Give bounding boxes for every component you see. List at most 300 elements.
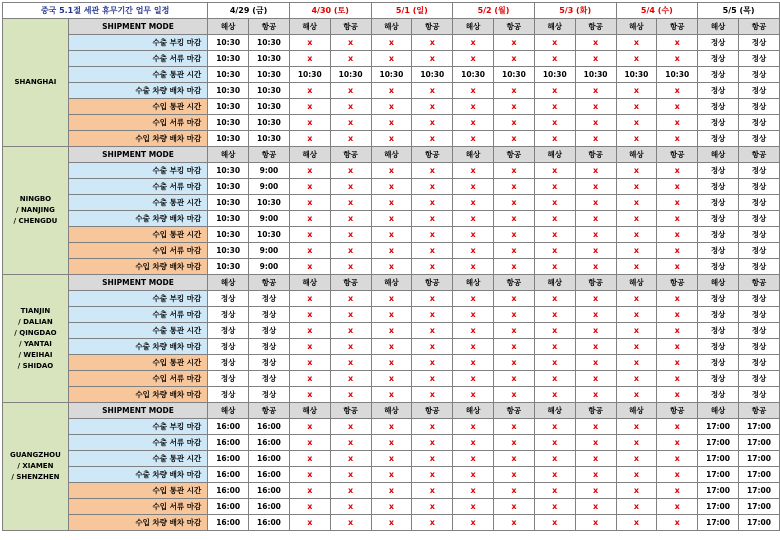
closed-mark: x bbox=[494, 435, 535, 451]
closed-mark: x bbox=[616, 371, 657, 387]
closed-mark: x bbox=[657, 35, 698, 51]
closed-mark: x bbox=[657, 291, 698, 307]
schedule-value: 17:00 bbox=[738, 435, 779, 451]
schedule-value: 정상 bbox=[738, 243, 779, 259]
schedule-value: 정상 bbox=[698, 211, 739, 227]
mode-air: 항공 bbox=[494, 275, 535, 291]
closed-mark: x bbox=[494, 483, 535, 499]
closed-mark: x bbox=[534, 179, 575, 195]
schedule-value: 정상 bbox=[698, 67, 739, 83]
closed-mark: x bbox=[616, 179, 657, 195]
closed-mark: x bbox=[534, 35, 575, 51]
closed-mark: x bbox=[453, 259, 494, 275]
date-header: 4/29 (금) bbox=[208, 3, 290, 19]
row-label: 수입 차량 배차 마감 bbox=[68, 515, 207, 531]
closed-mark: x bbox=[330, 131, 371, 147]
closed-mark: x bbox=[412, 435, 453, 451]
closed-mark: x bbox=[330, 323, 371, 339]
closed-mark: x bbox=[575, 51, 616, 67]
row-label: 수출 통관 시간 bbox=[68, 67, 207, 83]
closed-mark: x bbox=[453, 323, 494, 339]
closed-mark: x bbox=[575, 435, 616, 451]
closed-mark: x bbox=[371, 467, 412, 483]
closed-mark: x bbox=[289, 371, 330, 387]
closed-mark: x bbox=[330, 211, 371, 227]
schedule-value: 정상 bbox=[698, 355, 739, 371]
closed-mark: x bbox=[616, 499, 657, 515]
mode-sea: 해상 bbox=[698, 147, 739, 163]
row-label: 수출 통관 시간 bbox=[68, 323, 207, 339]
row-label: 수입 통관 시간 bbox=[68, 99, 207, 115]
mode-sea: 해상 bbox=[208, 19, 249, 35]
schedule-value: 정상 bbox=[249, 387, 290, 403]
closed-mark: x bbox=[575, 83, 616, 99]
schedule-value: 정상 bbox=[698, 387, 739, 403]
closed-mark: x bbox=[412, 371, 453, 387]
closed-mark: x bbox=[657, 211, 698, 227]
schedule-value: 17:00 bbox=[698, 451, 739, 467]
closed-mark: x bbox=[371, 291, 412, 307]
closed-mark: x bbox=[289, 483, 330, 499]
row-label: 수출 서류 마감 bbox=[68, 307, 207, 323]
row-label: 수입 서류 마감 bbox=[68, 499, 207, 515]
closed-mark: x bbox=[330, 179, 371, 195]
closed-mark: x bbox=[371, 83, 412, 99]
schedule-value: 10:30 bbox=[371, 67, 412, 83]
schedule-value: 정상 bbox=[208, 291, 249, 307]
closed-mark: x bbox=[330, 115, 371, 131]
mode-air: 항공 bbox=[412, 147, 453, 163]
schedule-value: 정상 bbox=[738, 195, 779, 211]
mode-air: 항공 bbox=[249, 19, 290, 35]
schedule-value: 정상 bbox=[698, 35, 739, 51]
schedule-value: 16:00 bbox=[249, 483, 290, 499]
table-row bbox=[3, 35, 780, 51]
closed-mark: x bbox=[494, 99, 535, 115]
shipment-mode-label: SHIPMENT MODE bbox=[68, 403, 207, 419]
closed-mark: x bbox=[289, 515, 330, 531]
closed-mark: x bbox=[453, 499, 494, 515]
row-label: 수출 통관 시간 bbox=[68, 195, 207, 211]
row-label: 수입 차량 배차 마감 bbox=[68, 259, 207, 275]
schedule-value: 10:30 bbox=[249, 195, 290, 211]
schedule-value: 10:30 bbox=[249, 35, 290, 51]
closed-mark: x bbox=[616, 291, 657, 307]
closed-mark: x bbox=[330, 387, 371, 403]
closed-mark: x bbox=[657, 51, 698, 67]
table-row bbox=[3, 291, 780, 307]
closed-mark: x bbox=[412, 291, 453, 307]
closed-mark: x bbox=[616, 467, 657, 483]
schedule-value: 10:30 bbox=[249, 67, 290, 83]
closed-mark: x bbox=[371, 419, 412, 435]
closed-mark: x bbox=[412, 307, 453, 323]
mode-air: 항공 bbox=[249, 403, 290, 419]
closed-mark: x bbox=[289, 339, 330, 355]
closed-mark: x bbox=[575, 179, 616, 195]
mode-air: 항공 bbox=[575, 19, 616, 35]
closed-mark: x bbox=[534, 323, 575, 339]
closed-mark: x bbox=[534, 515, 575, 531]
closed-mark: x bbox=[289, 419, 330, 435]
schedule-value: 정상 bbox=[698, 115, 739, 131]
schedule-value: 정상 bbox=[738, 323, 779, 339]
closed-mark: x bbox=[494, 131, 535, 147]
table-row bbox=[3, 499, 780, 515]
closed-mark: x bbox=[330, 163, 371, 179]
closed-mark: x bbox=[453, 131, 494, 147]
shipment-mode-label: SHIPMENT MODE bbox=[68, 147, 207, 163]
table-row bbox=[3, 515, 780, 531]
mode-sea: 해상 bbox=[208, 403, 249, 419]
schedule-value: 10:30 bbox=[249, 51, 290, 67]
closed-mark: x bbox=[289, 467, 330, 483]
schedule-value: 정상 bbox=[698, 51, 739, 67]
closed-mark: x bbox=[534, 499, 575, 515]
schedule-value: 10:30 bbox=[208, 259, 249, 275]
schedule-value: 10:30 bbox=[249, 131, 290, 147]
closed-mark: x bbox=[534, 419, 575, 435]
schedule-value: 9:00 bbox=[249, 163, 290, 179]
closed-mark: x bbox=[494, 163, 535, 179]
schedule-value: 정상 bbox=[249, 291, 290, 307]
schedule-value: 17:00 bbox=[698, 435, 739, 451]
schedule-value: 정상 bbox=[698, 131, 739, 147]
closed-mark: x bbox=[657, 131, 698, 147]
shipment-mode-row bbox=[3, 403, 780, 419]
schedule-value: 16:00 bbox=[208, 515, 249, 531]
closed-mark: x bbox=[412, 467, 453, 483]
schedule-value: 정상 bbox=[208, 307, 249, 323]
closed-mark: x bbox=[616, 35, 657, 51]
closed-mark: x bbox=[494, 227, 535, 243]
closed-mark: x bbox=[453, 179, 494, 195]
table-row bbox=[3, 483, 780, 499]
closed-mark: x bbox=[453, 35, 494, 51]
closed-mark: x bbox=[453, 339, 494, 355]
city-name-line: / XIAMEN bbox=[17, 462, 54, 470]
schedule-value: 16:00 bbox=[208, 419, 249, 435]
schedule-value: 정상 bbox=[738, 371, 779, 387]
closed-mark: x bbox=[657, 243, 698, 259]
shipment-mode-row bbox=[3, 147, 780, 163]
schedule-value: 10:30 bbox=[249, 83, 290, 99]
closed-mark: x bbox=[371, 355, 412, 371]
closed-mark: x bbox=[371, 387, 412, 403]
schedule-value: 17:00 bbox=[698, 419, 739, 435]
schedule-value: 17:00 bbox=[738, 467, 779, 483]
shipment-mode-label: SHIPMENT MODE bbox=[68, 19, 207, 35]
schedule-value: 정상 bbox=[208, 371, 249, 387]
closed-mark: x bbox=[575, 499, 616, 515]
mode-sea: 해상 bbox=[534, 19, 575, 35]
closed-mark: x bbox=[534, 211, 575, 227]
mode-sea: 해상 bbox=[371, 19, 412, 35]
closed-mark: x bbox=[453, 419, 494, 435]
closed-mark: x bbox=[289, 83, 330, 99]
schedule-value: 9:00 bbox=[249, 259, 290, 275]
mode-sea: 해상 bbox=[534, 403, 575, 419]
mode-air: 항공 bbox=[738, 275, 779, 291]
closed-mark: x bbox=[494, 451, 535, 467]
closed-mark: x bbox=[330, 35, 371, 51]
city-name-line: SHANGHAI bbox=[14, 78, 57, 86]
closed-mark: x bbox=[453, 483, 494, 499]
closed-mark: x bbox=[534, 99, 575, 115]
closed-mark: x bbox=[616, 259, 657, 275]
schedule-value: 정상 bbox=[738, 291, 779, 307]
closed-mark: x bbox=[371, 307, 412, 323]
closed-mark: x bbox=[657, 195, 698, 211]
closed-mark: x bbox=[330, 499, 371, 515]
closed-mark: x bbox=[330, 419, 371, 435]
closed-mark: x bbox=[330, 451, 371, 467]
mode-air: 항공 bbox=[330, 147, 371, 163]
closed-mark: x bbox=[289, 291, 330, 307]
city-name-line: / NANJING bbox=[15, 206, 55, 214]
schedule-value: 17:00 bbox=[738, 451, 779, 467]
closed-mark: x bbox=[412, 499, 453, 515]
closed-mark: x bbox=[453, 307, 494, 323]
closed-mark: x bbox=[453, 227, 494, 243]
schedule-value: 정상 bbox=[208, 387, 249, 403]
closed-mark: x bbox=[534, 307, 575, 323]
mode-sea: 해상 bbox=[208, 147, 249, 163]
closed-mark: x bbox=[371, 451, 412, 467]
date-header: 5/5 (목) bbox=[698, 3, 780, 19]
schedule-value: 10:30 bbox=[412, 67, 453, 83]
schedule-value: 정상 bbox=[738, 179, 779, 195]
schedule-value: 10:30 bbox=[249, 115, 290, 131]
closed-mark: x bbox=[575, 115, 616, 131]
mode-air: 항공 bbox=[738, 147, 779, 163]
schedule-value: 정상 bbox=[698, 371, 739, 387]
schedule-value: 정상 bbox=[738, 227, 779, 243]
closed-mark: x bbox=[453, 51, 494, 67]
closed-mark: x bbox=[453, 83, 494, 99]
closed-mark: x bbox=[494, 371, 535, 387]
closed-mark: x bbox=[330, 51, 371, 67]
closed-mark: x bbox=[575, 35, 616, 51]
closed-mark: x bbox=[289, 99, 330, 115]
row-label: 수출 서류 마감 bbox=[68, 435, 207, 451]
table-row bbox=[3, 467, 780, 483]
schedule-value: 16:00 bbox=[249, 515, 290, 531]
closed-mark: x bbox=[289, 435, 330, 451]
table-row bbox=[3, 67, 780, 83]
schedule-value: 17:00 bbox=[698, 467, 739, 483]
mode-air: 항공 bbox=[738, 19, 779, 35]
closed-mark: x bbox=[575, 419, 616, 435]
closed-mark: x bbox=[616, 163, 657, 179]
closed-mark: x bbox=[453, 515, 494, 531]
row-label: 수입 차량 배차 마감 bbox=[68, 387, 207, 403]
table-row bbox=[3, 51, 780, 67]
closed-mark: x bbox=[289, 211, 330, 227]
closed-mark: x bbox=[657, 419, 698, 435]
schedule-body bbox=[3, 3, 780, 531]
mode-air: 항공 bbox=[494, 147, 535, 163]
closed-mark: x bbox=[534, 387, 575, 403]
row-label: 수입 통관 시간 bbox=[68, 355, 207, 371]
schedule-value: 17:00 bbox=[738, 483, 779, 499]
closed-mark: x bbox=[412, 227, 453, 243]
schedule-value: 10:30 bbox=[208, 131, 249, 147]
schedule-value: 16:00 bbox=[249, 467, 290, 483]
closed-mark: x bbox=[657, 483, 698, 499]
closed-mark: x bbox=[575, 451, 616, 467]
closed-mark: x bbox=[575, 323, 616, 339]
schedule-value: 10:30 bbox=[534, 67, 575, 83]
table-row bbox=[3, 243, 780, 259]
schedule-value: 정상 bbox=[249, 371, 290, 387]
closed-mark: x bbox=[453, 355, 494, 371]
closed-mark: x bbox=[494, 195, 535, 211]
closed-mark: x bbox=[412, 339, 453, 355]
closed-mark: x bbox=[657, 307, 698, 323]
row-label: 수입 서류 마감 bbox=[68, 115, 207, 131]
closed-mark: x bbox=[371, 371, 412, 387]
schedule-value: 16:00 bbox=[208, 435, 249, 451]
schedule-value: 16:00 bbox=[208, 467, 249, 483]
closed-mark: x bbox=[412, 163, 453, 179]
schedule-value: 정상 bbox=[738, 51, 779, 67]
closed-mark: x bbox=[575, 339, 616, 355]
table-row bbox=[3, 211, 780, 227]
closed-mark: x bbox=[371, 131, 412, 147]
schedule-value: 17:00 bbox=[698, 515, 739, 531]
closed-mark: x bbox=[616, 419, 657, 435]
schedule-value: 정상 bbox=[208, 355, 249, 371]
schedule-value: 10:30 bbox=[208, 67, 249, 83]
closed-mark: x bbox=[494, 419, 535, 435]
row-label: 수출 서류 마감 bbox=[68, 51, 207, 67]
schedule-value: 9:00 bbox=[249, 243, 290, 259]
closed-mark: x bbox=[330, 291, 371, 307]
city-cell bbox=[3, 147, 69, 275]
closed-mark: x bbox=[534, 131, 575, 147]
closed-mark: x bbox=[616, 307, 657, 323]
closed-mark: x bbox=[616, 339, 657, 355]
closed-mark: x bbox=[657, 355, 698, 371]
closed-mark: x bbox=[412, 131, 453, 147]
closed-mark: x bbox=[412, 51, 453, 67]
row-label: 수입 통관 시간 bbox=[68, 227, 207, 243]
closed-mark: x bbox=[371, 243, 412, 259]
closed-mark: x bbox=[371, 435, 412, 451]
schedule-value: 정상 bbox=[698, 259, 739, 275]
schedule-value: 17:00 bbox=[738, 515, 779, 531]
closed-mark: x bbox=[534, 227, 575, 243]
closed-mark: x bbox=[330, 355, 371, 371]
row-label: 수출 부킹 마감 bbox=[68, 419, 207, 435]
closed-mark: x bbox=[289, 51, 330, 67]
table-row bbox=[3, 195, 780, 211]
schedule-value: 10:30 bbox=[330, 67, 371, 83]
schedule-value: 10:30 bbox=[289, 67, 330, 83]
mode-sea: 해상 bbox=[534, 147, 575, 163]
closed-mark: x bbox=[330, 435, 371, 451]
table-row bbox=[3, 419, 780, 435]
closed-mark: x bbox=[616, 451, 657, 467]
closed-mark: x bbox=[494, 179, 535, 195]
closed-mark: x bbox=[453, 451, 494, 467]
closed-mark: x bbox=[616, 115, 657, 131]
schedule-value: 정상 bbox=[738, 355, 779, 371]
schedule-value: 10:30 bbox=[208, 99, 249, 115]
closed-mark: x bbox=[494, 339, 535, 355]
city-name-line: TIANJIN bbox=[20, 306, 51, 315]
closed-mark: x bbox=[657, 99, 698, 115]
closed-mark: x bbox=[371, 51, 412, 67]
table-row bbox=[3, 83, 780, 99]
row-label: 수출 부킹 마감 bbox=[68, 163, 207, 179]
closed-mark: x bbox=[453, 467, 494, 483]
schedule-value: 16:00 bbox=[249, 419, 290, 435]
closed-mark: x bbox=[289, 35, 330, 51]
mode-air: 항공 bbox=[494, 403, 535, 419]
closed-mark: x bbox=[330, 307, 371, 323]
closed-mark: x bbox=[453, 99, 494, 115]
schedule-value: 16:00 bbox=[249, 435, 290, 451]
schedule-value: 정상 bbox=[738, 163, 779, 179]
mode-sea: 해상 bbox=[616, 403, 657, 419]
schedule-value: 정상 bbox=[698, 339, 739, 355]
schedule-value: 정상 bbox=[738, 307, 779, 323]
schedule-value: 10:30 bbox=[616, 67, 657, 83]
schedule-value: 10:30 bbox=[208, 51, 249, 67]
closed-mark: x bbox=[534, 467, 575, 483]
closed-mark: x bbox=[575, 163, 616, 179]
mode-air: 항공 bbox=[330, 403, 371, 419]
schedule-value: 정상 bbox=[698, 227, 739, 243]
closed-mark: x bbox=[371, 211, 412, 227]
closed-mark: x bbox=[575, 467, 616, 483]
schedule-value: 정상 bbox=[208, 339, 249, 355]
closed-mark: x bbox=[657, 371, 698, 387]
row-label: 수출 차량 배차 마감 bbox=[68, 467, 207, 483]
mode-air: 항공 bbox=[575, 403, 616, 419]
schedule-value: 17:00 bbox=[738, 419, 779, 435]
shipment-mode-row bbox=[3, 19, 780, 35]
mode-air: 항공 bbox=[330, 19, 371, 35]
closed-mark: x bbox=[616, 515, 657, 531]
closed-mark: x bbox=[330, 515, 371, 531]
city-name-line: / CHENGDU bbox=[13, 217, 58, 225]
closed-mark: x bbox=[330, 467, 371, 483]
shipment-mode-row bbox=[3, 275, 780, 291]
closed-mark: x bbox=[494, 355, 535, 371]
schedule-value: 정상 bbox=[698, 179, 739, 195]
closed-mark: x bbox=[330, 243, 371, 259]
closed-mark: x bbox=[412, 179, 453, 195]
closed-mark: x bbox=[371, 339, 412, 355]
closed-mark: x bbox=[330, 339, 371, 355]
closed-mark: x bbox=[289, 499, 330, 515]
mode-air: 항공 bbox=[657, 275, 698, 291]
row-label: 수입 차량 배차 마감 bbox=[68, 131, 207, 147]
header-row bbox=[3, 3, 780, 19]
closed-mark: x bbox=[494, 259, 535, 275]
mode-air: 항공 bbox=[657, 19, 698, 35]
closed-mark: x bbox=[494, 115, 535, 131]
closed-mark: x bbox=[616, 323, 657, 339]
closed-mark: x bbox=[657, 115, 698, 131]
closed-mark: x bbox=[371, 227, 412, 243]
mode-sea: 해상 bbox=[698, 275, 739, 291]
closed-mark: x bbox=[575, 307, 616, 323]
closed-mark: x bbox=[289, 323, 330, 339]
